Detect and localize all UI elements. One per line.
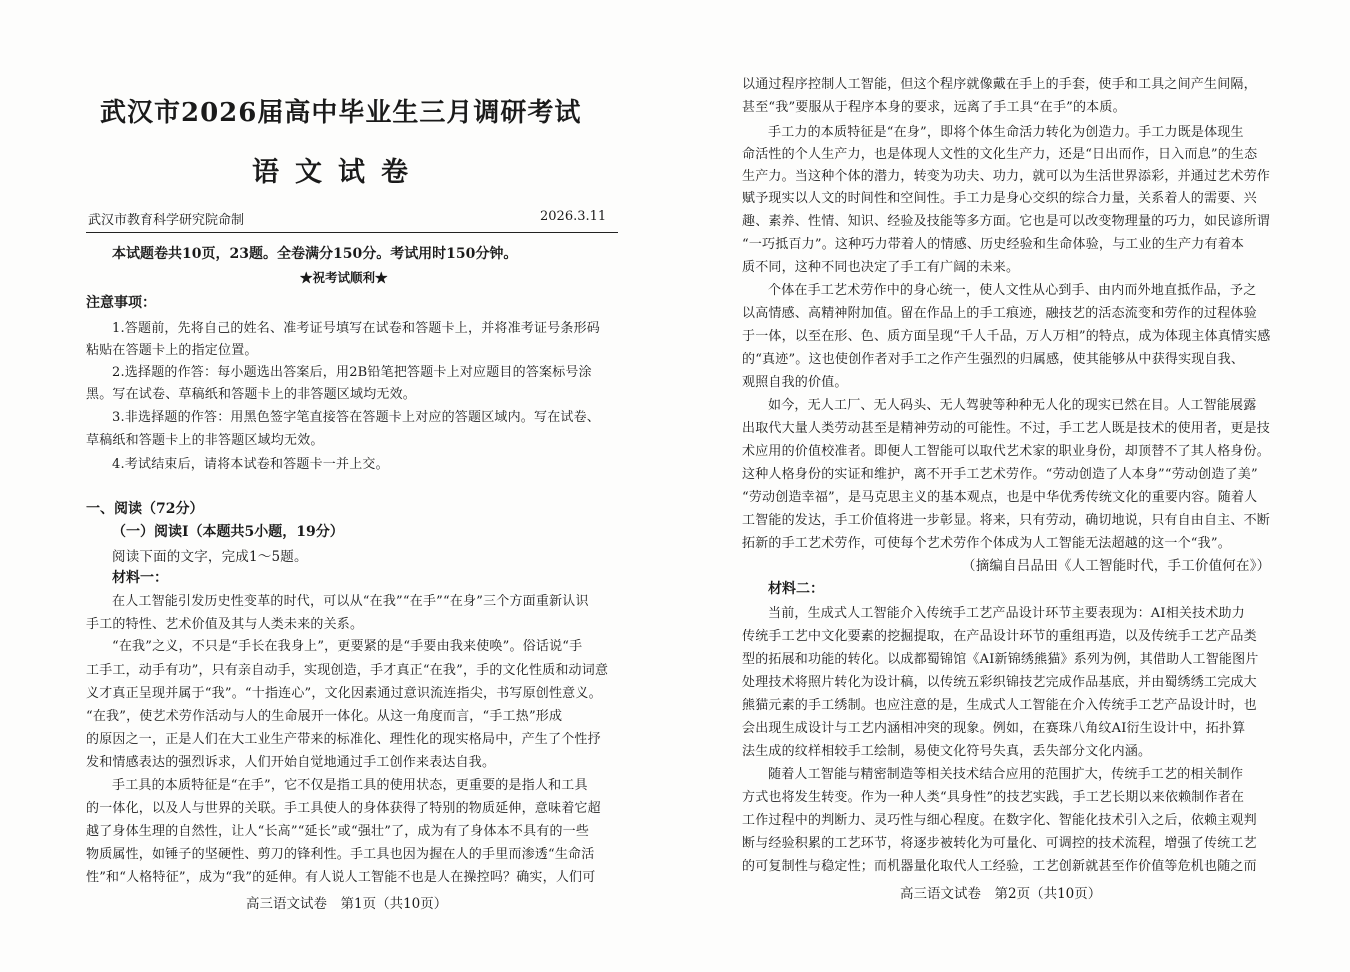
note-line: 粘贴在答题卡上的指定位置。 — [86, 343, 258, 358]
exam-date: 2026.3.11 — [540, 209, 607, 224]
body-line: 当前，生成式人工智能介入传统手工艺产品设计环节主要表现为：AI相关技术助力 — [768, 606, 1245, 621]
note-line: 1.答题前，先将自己的姓名、准考证号填写在试卷和答题卡上，并将准考证号条形码 — [112, 321, 601, 336]
body-line: 手工具的本质特征是“在手”，它不仅是指工具的使用状态，更重要的是指人和工具 — [112, 778, 588, 793]
body-line: “在我”之义，不只是“手长在我身上”，更要紧的是“手要由我来使唤”。俗话说“手 — [112, 639, 583, 654]
good-luck-note: ★祝考试顺利★ — [300, 270, 388, 285]
body-line: 在人工智能引发历史性变革的时代，可以从“在我”“在手”“在身”三个方面重新认识 — [112, 594, 589, 609]
note-line: 2.选择题的作答：每小题选出答案后，用2B铅笔把答题卡上对应题目的答案标号涂 — [112, 365, 592, 380]
body-line: 手工的特性、艺术价值及其与人类未来的关系。 — [86, 617, 364, 632]
body-line: 的可复制性与稳定性；而机器量化取代人工经验，工艺创新就甚至作价值等危机也随之而 — [742, 859, 1257, 874]
body-line: 赋予现实以人文的时间性和空间性。手工力是身心交织的综合力量，关系着人的需要、兴 — [742, 191, 1257, 206]
body-line: 物质属性，如锤子的坚硬性、剪刀的锋利性。手工具也因为握在人的手里而渗透“生命活 — [86, 847, 595, 862]
body-line: 以高情感、高精神附加值。留在作品上的手工痕迹，融技艺的活态流变和劳作的过程体验 — [742, 306, 1257, 321]
body-line: 命活性的个人生产力，也是体现人文性的文化生产力，还是“日出而作，日入而息”的生态 — [742, 147, 1258, 162]
page-footer: 高三语文试卷 第2页（共10页） — [900, 886, 1102, 902]
body-line: “在我”，使艺术劳作活动与人的生命展开一体化。从这一角度而言，“手工热”形成 — [86, 709, 563, 724]
body-line: 如今，无人工厂、无人码头、无人驾驶等种种无人化的现实已然在目。人工智能展露 — [768, 398, 1257, 413]
exam-intro: 本试题卷共10页，23题。全卷满分150分。考试用时150分钟。 — [112, 246, 518, 262]
body-line: 处理技术将照片转化为设计稿，以传统五彩织锦技艺完成作品基底，并由蜀绣绣工完成大 — [742, 675, 1257, 690]
paper-subtitle: 语文试卷 — [252, 157, 424, 188]
body-line: 会出现生成设计与工艺内涵相冲突的现象。例如，在赛珠八角纹AI衍生设计中，拓扑算 — [742, 721, 1246, 736]
body-line: “劳动创造幸福”，是马克思主义的基本观点，也是中华优秀传统文化的重要内容。随着人 — [742, 490, 1258, 505]
body-line: 工作过程中的判断力、灵巧性与细心程度。在数字化、智能化技术引入之后，依赖主观判 — [742, 813, 1257, 828]
body-line: 越了身体生理的自然性，让人“长高”“延长”或“强壮”了，成为有了身体本不具有的一些 — [86, 824, 590, 839]
body-line: 拓新的手工艺术劳作，可使每个艺术劳作个体成为人工智能无法超越的这一个“我”。 — [742, 536, 1231, 551]
subsection-title: （一）阅读Ⅰ（本题共5小题，19分） — [112, 524, 344, 540]
body-line: 传统手工艺中文化要素的挖掘提取，在产品设计环节的重组再造，以及传统手工艺产品类 — [742, 629, 1257, 644]
body-line: 的“真迹”。这也使创作者对手工之作产生强烈的归属感，使其能够从中获得实现自我、 — [742, 352, 1245, 367]
note-line: 4.考试结束后，请将本试卷和答题卡一并上交。 — [112, 457, 389, 472]
header-divider — [86, 232, 618, 233]
note-line: 黑。写在试卷、草稿纸和答题卡上的非答题区域均无效。 — [86, 387, 417, 402]
body-line: 于一体，以至在形、色、质方面呈现“千人千品，万人万相”的特点，成为体现主体真情实感 — [742, 329, 1271, 344]
body-line: 以通过程序控制人工智能，但这个程序就像戴在手上的手套，使手和工具之间产生间隔， — [742, 77, 1257, 92]
body-line: 义才真正呈现并属于“我”。“十指连心”，文化因素通过意识流连指尖，书写原创性意义。 — [86, 686, 602, 701]
body-line: 生产力。当这种个体的潜力，转变为功夫、功力，就可以为生活世界添彩，并通过艺术劳作 — [742, 169, 1271, 184]
body-line: 方式也将发生转变。作为一种人类“具身性”的技艺实践，手工艺长期以来依赖制作者在 — [742, 790, 1245, 805]
body-line: 出取代大量人类劳动甚至是精神劳动的可能性。不过，手工艺人既是技术的使用者，更是技 — [742, 421, 1271, 436]
body-line: 甚至“我”要服从于程序本身的要求，远离了手工具“在手”的本质。 — [742, 100, 1126, 115]
body-line: “一巧抵百力”。这种巧力带着人的情感、历史经验和生命体验，与工业的生产力有着本 — [742, 237, 1245, 252]
material-two-title: 材料二： — [768, 581, 824, 597]
note-line: 3.非选择题的作答：用黑色签字笔直接答在答题卡上对应的答题区域内。写在试卷、 — [112, 410, 601, 425]
body-line: 工智能的发达，手工价值将进一步彰显。将来，只有劳动，确切地说，只有自由自主、不断 — [742, 513, 1271, 528]
body-line: 的原因之一，正是人们在大工业生产带来的标准化、理性化的现实格局中，产生了个性抒 — [86, 732, 601, 747]
notes-title: 注意事项： — [86, 295, 156, 311]
body-line: 性”和“人格特征”，成为“我”的延伸。有人说人工智能不也是人在操控吗？确实，人们可 — [86, 870, 596, 885]
issuer: 武汉市教育科学研究院命制 — [88, 213, 245, 228]
body-line: 趣、素养、性情、知识、经验及技能等多方面。它也是可以改变物理量的巧力，如民谚所谓 — [742, 214, 1271, 229]
body-line: 工手工，动手有功”，只有亲自动手，实现创造，手才真正“在我”，手的文化性质和动词意 — [86, 663, 609, 678]
section-title: 一、阅读（72分） — [86, 501, 204, 517]
body-line: 手工力的本质特征是“在身”，即将个体生命活力转化为创造力。手工力既是体现生 — [768, 125, 1244, 140]
body-line: 发和情感表达的强烈诉求，人们开始自觉地通过手工创作来表达自我。 — [86, 755, 496, 770]
material-one-title: 材料一： — [112, 570, 168, 586]
body-line: 的一体化，以及人与世界的关联。手工具使人的身体获得了特别的物质延伸，意味着它超 — [86, 801, 601, 816]
exam-title: 武汉市2026届高中毕业生三月调研考试 — [100, 98, 582, 128]
body-line: 观照自我的价值。 — [742, 375, 848, 390]
page-footer: 高三语文试卷 第1页（共10页） — [246, 896, 448, 912]
instruction: 阅读下面的文字，完成1～5题。 — [112, 549, 308, 565]
body-line: 断与经验积累的工艺环节，将逐步被转化为可量化、可调控的技术流程，增强了传统工艺 — [742, 836, 1257, 851]
body-line: 个体在手工艺术劳作中的身心统一，使人文性从心到手、由内而外地直抵作品，予之 — [768, 283, 1257, 298]
note-line: 草稿纸和答题卡上的非答题区域均无效。 — [86, 433, 324, 448]
body-line: 法生成的纹样相较手工绘制，易使文化符号失真，丢失部分文化内涵。 — [742, 744, 1152, 759]
body-line: 术应用的价值校准者。即便人工智能可以取代艺术家的职业身份，却顶替不了其人格身份。 — [742, 444, 1271, 459]
body-line: 熊猫元素的手工绣制。也应注意的是，生成式人工智能在介入传统手工艺产品设计时，也 — [742, 698, 1257, 713]
body-line: 这种人格身份的实证和维护，离不开手工艺术劳作。“劳动创造了人本身”“劳动创造了美” — [742, 467, 1258, 482]
body-line: 随着人工智能与精密制造等相关技术结合应用的范围扩大，传统手工艺的相关制作 — [768, 767, 1244, 782]
body-line: 质不同，这种不同也决定了手工有广阔的未来。 — [742, 260, 1020, 275]
citation: （摘编自吕品田《人工智能时代，手工价值何在》） — [962, 558, 1271, 574]
body-line: 型的拓展和功能的转化。以成都蜀锦馆《AI新锦绣熊猫》系列为例，其借助人工智能图片 — [742, 652, 1259, 667]
